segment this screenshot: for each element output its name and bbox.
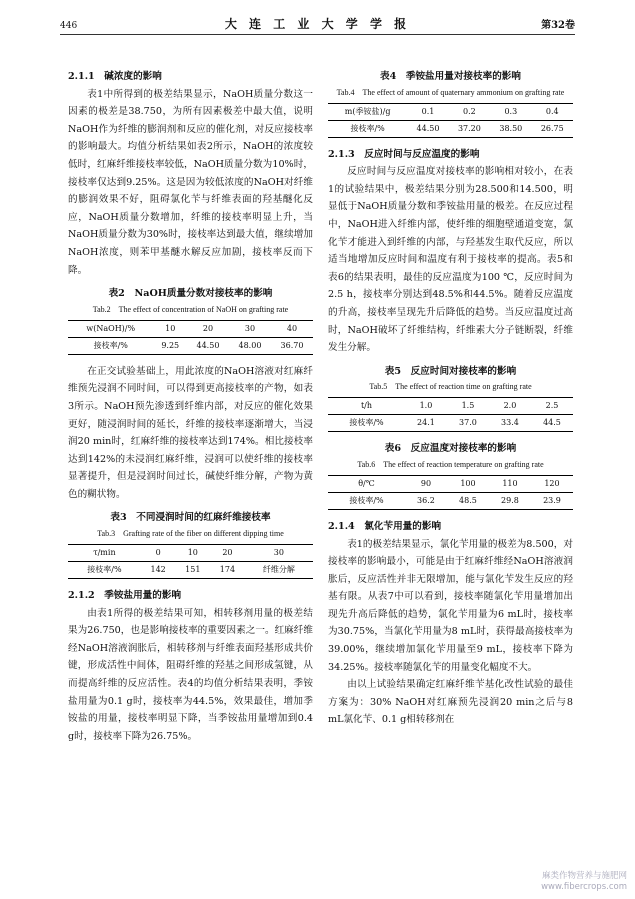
- table-cell: 接枝率/%: [328, 492, 405, 509]
- table-cell: 90: [405, 475, 447, 492]
- page-header: [60, 14, 575, 35]
- section-2-1-1-paragraph-2: 在正交试验基础上，用此浓度的NaOH溶液对红麻纤维预先浸润不同时间，可以得到更高接枝率的产物，如表3所示。NaOH预先渗透到纤维内部，对反应的催化效果更好，随浸润时间的延长，纤维的接枝率逐渐增大，当浸润20 min时，红麻纤维的接枝率达到174%。相比接枝率达到142%的未浸润红麻纤维，浸润可以使纤维的接枝率显著提升，但是浸润时间过长，碱使纤维分解，产物为黄色的糊状物。: [68, 365, 313, 500]
- table-row: [68, 337, 313, 354]
- table-row: [328, 398, 573, 415]
- table-row: [68, 562, 313, 579]
- table-6-caption-en: Tab.6 The effect of reaction temperature on grafting rate: [357, 459, 544, 469]
- table-row: [68, 320, 313, 337]
- table-cell: 174: [210, 562, 245, 579]
- table-cell: 110: [489, 475, 531, 492]
- table-cell: 44.50: [407, 120, 448, 137]
- table-2-caption-en: Tab.2 The effect of concentration of NaOH on grafting rate: [92, 304, 289, 314]
- section-2-1-2-title: 2.1.2 季铵盐用量的影响: [68, 590, 182, 602]
- table-cell: θ/℃: [328, 475, 405, 492]
- table-4: [328, 103, 573, 138]
- table-cell: 151: [175, 562, 210, 579]
- table-cell: 0.3: [490, 103, 531, 120]
- watermark: [541, 871, 627, 893]
- table-3-caption-en: Tab.3 Grafting rate of the fiber on different dipping time: [97, 529, 284, 539]
- table-cell: t/h: [328, 398, 405, 415]
- table-cell: 接枝率/%: [68, 562, 141, 579]
- table-cell: 37.20: [449, 120, 490, 137]
- table-cell: 接枝率/%: [68, 337, 154, 354]
- volume-number: 第32卷: [541, 20, 575, 31]
- table-cell: 29.8: [489, 492, 531, 509]
- table-cell: 0: [141, 545, 176, 562]
- table-cell: w(NaOH)/%: [68, 320, 154, 337]
- section-2-1-4-title: 2.1.4 氯化苄用量的影响: [328, 520, 442, 532]
- section-2-1-4-paragraph-2: 由以上试验结果确定红麻纤维苄基化改性试验的最佳方案为：30% NaOH对红麻预先浸润20 min之后与8 mL氯化苄、0.1 g相转移剂在: [328, 679, 573, 726]
- table-cell: 10: [154, 320, 187, 337]
- section-2-1-4-paragraph-1: 表1的极差结果显示，氯化苄用量的极差为8.500，对接枝率的影响最小，可能是由于红麻纤维经NaOH溶液润胀后，反应活性并非无限增加，能与氯化苄发生反应的羟基有限。从表7中可以看到，接枝率随氯化苄用量增加出现先升高后降低的趋势，氯化苄用量为6 mL时，接枝率为30.75%，当氯化苄用量为8 mL时，获得最高接枝率为39.00%，继续增加氯化苄用量至9 mL，接枝率下降为34.25%。接枝率随氯化苄的用量变化幅度不大。: [328, 538, 573, 673]
- table-cell: 48.5: [447, 492, 489, 509]
- table-cell: 纤维分解: [245, 562, 313, 579]
- table-6: [328, 475, 573, 510]
- section-2-1-3-paragraph-1: 反应时间与反应温度对接枝率的影响相对较小，在表1的试验结果中，极差结果分别为28.500和14.500，明显低于NaOH质量分数和季铵盐用量的极差。在反应过程中，NaOH进入纤维内部，使纤维的细胞壁通道变宽，氯化苄才能进入到纤维的内部，与羟基发生取代反应，所以适当地增加反应时间和温度有利于接枝率的提高。表5和表6的结果表明，最佳的反应温度为100 ℃，反应时间为2.5 h，接枝率分别达到48.5%和44.5%。随着反应温度的升高，接枝率呈现先升后降低的趋势。当反应温度过高时，NaOH破坏了纤维结构，纤维素大分子链断裂，纤维发生分解。: [328, 166, 573, 354]
- table-2-caption: 表2 NaOH质量分数对接枝率的影响: [108, 288, 273, 300]
- table-cell: 1.0: [405, 398, 447, 415]
- table-row: [328, 120, 573, 137]
- section-2-1-1-title: 2.1.1 碱浓度的影响: [68, 71, 162, 82]
- table-cell: 100: [447, 475, 489, 492]
- watermark-line-2: www.fibercrops.com: [541, 882, 627, 892]
- journal-title: 大 连 工 业 大 学 学 报: [224, 17, 411, 31]
- table-row: [328, 492, 573, 509]
- right-column: [328, 68, 573, 729]
- table-cell: 20: [187, 320, 229, 337]
- table-cell: 23.9: [531, 492, 573, 509]
- table-cell: 142: [141, 562, 176, 579]
- table-cell: 1.5: [447, 398, 489, 415]
- table-cell: 10: [175, 545, 210, 562]
- table-2: [68, 320, 313, 355]
- table-cell: 0.2: [449, 103, 490, 120]
- table-cell: 30: [229, 320, 271, 337]
- table-cell: 0.4: [532, 103, 573, 120]
- table-5-caption: 表5 反应时间对接枝率的影响: [384, 365, 517, 377]
- table-row: [328, 415, 573, 432]
- watermark-line-1: 麻类作物营养与施肥网: [541, 871, 627, 881]
- section-2-1-3-title: 2.1.3 反应时间与反应温度的影响: [328, 148, 480, 160]
- table-4-caption: 表4 季铵盐用量对接枝率的影响: [380, 71, 521, 82]
- table-cell: 接枝率/%: [328, 120, 407, 137]
- table-cell: 37.0: [447, 415, 489, 432]
- table-cell: 24.1: [405, 415, 447, 432]
- table-3: [68, 544, 313, 579]
- table-cell: 36.70: [271, 337, 313, 354]
- table-cell: 2.5: [531, 398, 573, 415]
- table-cell: 36.2: [405, 492, 447, 509]
- table-cell: 48.00: [229, 337, 271, 354]
- table-cell: 33.4: [489, 415, 531, 432]
- table-4-caption-en: Tab.4 The effect of amount of quaternary ammonium on grafting rate: [336, 87, 565, 97]
- table-cell: 20: [210, 545, 245, 562]
- table-6-caption: 表6 反应温度对接枝率的影响: [384, 443, 517, 455]
- table-cell: m(季铵盐)/g: [328, 103, 407, 120]
- table-cell: 0.1: [407, 103, 448, 120]
- table-cell: 38.50: [490, 120, 531, 137]
- table-5-caption-en: Tab.5 The effect of reaction time on grafting rate: [369, 382, 532, 392]
- section-2-1-2-paragraph-1: 由表1所得的极差结果可知，相转移剂用量的极差结果为26.750，也是影响接枝率的重要因素之一。红麻纤维经NaOH溶液润胀后，相转移剂与纤维表面羟基形成共价键，形成活性中间体，阻碍纤维的羟基之间形成氢键，从而提高纤维的反应活性。表4的均值分析结果表明，季铵盐用量为0.1 g时，接枝率为44.5%，效果最佳，增加季铵盐的用量，接枝率明显下降，当季铵盐用量增加到0.4 g时，接枝率下降为26.75%。: [68, 607, 313, 742]
- table-cell: 40: [271, 320, 313, 337]
- table-cell: 接枝率/%: [328, 415, 405, 432]
- table-cell: 44.5: [531, 415, 573, 432]
- table-cell: 30: [245, 545, 313, 562]
- table-cell: τ/min: [68, 545, 141, 562]
- table-cell: 44.50: [187, 337, 229, 354]
- table-5: [328, 397, 573, 432]
- table-cell: 26.75: [532, 120, 573, 137]
- table-3-caption: 表3 不同浸润时间的红麻纤维接枝率: [110, 512, 271, 524]
- page-number: 446: [60, 21, 78, 31]
- section-2-1-1-paragraph-1: 表1中所得到的极差结果显示，NaOH质量分数这一因素的极差是38.750，为所有因素极差中最大值，说明NaOH作为纤维的膨润剂和反应的催化剂，对反应接枝率的影响最大。均值分析结果如表2所示，NaOH的浓度较低时，红麻纤维接枝率较低，NaOH质量分数为10%时，接枝率仅达到9.25%。这是因为较低浓度的NaOH对纤维的膨润效果不好，阻碍氯化苄与纤维表面的羟基醚化反应，NaOH质量分数增加，纤维的接枝率明显上升，当NaOH质量分数为30%时，接枝率达到最大值，继续增加NaOH浓度，则苯甲基醚水解反应加剧，接枝率反而下降。: [68, 88, 313, 276]
- table-row: [328, 103, 573, 120]
- table-cell: 120: [531, 475, 573, 492]
- table-cell: 2.0: [489, 398, 531, 415]
- table-cell: 9.25: [154, 337, 187, 354]
- table-row: [328, 475, 573, 492]
- table-row: [68, 545, 313, 562]
- left-column: [68, 68, 313, 745]
